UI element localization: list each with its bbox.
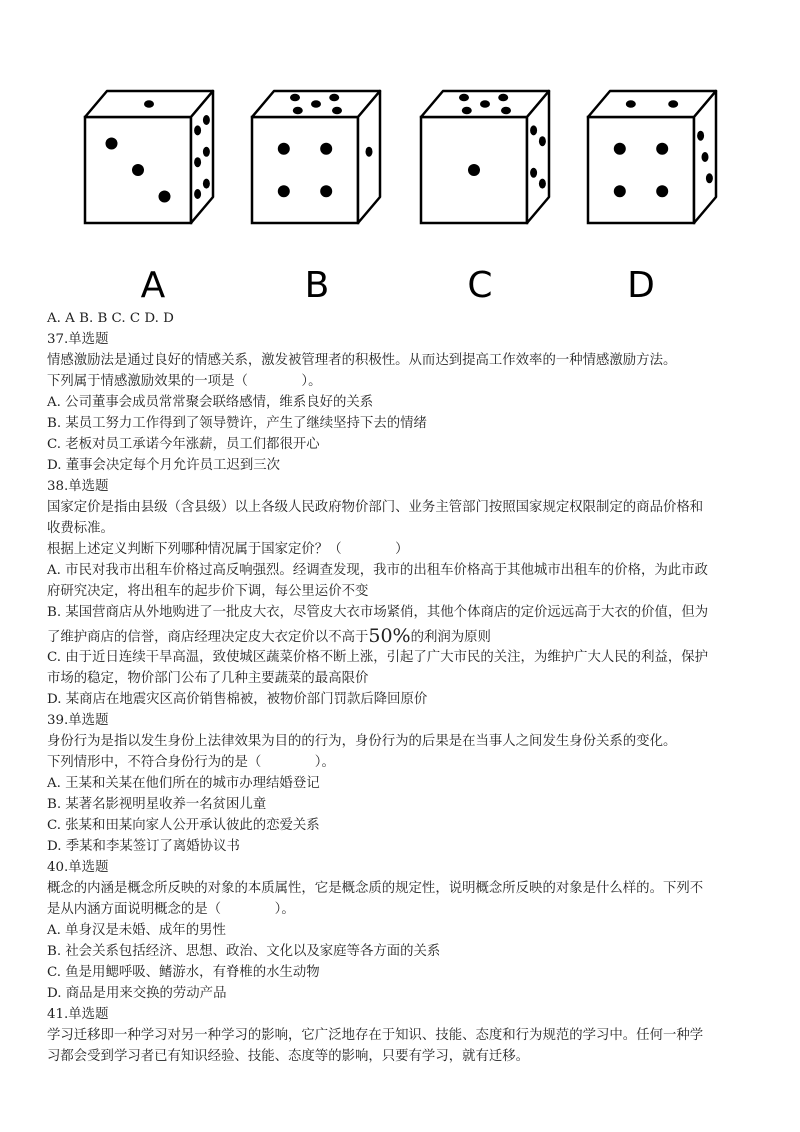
q40-option-a: A. 单身汉是未婚、成年的男性 [47, 923, 226, 938]
dice-option-label: A [140, 265, 166, 306]
q40-stem-line1: 概念的内涵是概念所反映的对象的本质属性，它是概念质的规定性，说明概念所反映的对象是什么样的。下列不 [47, 881, 704, 896]
front-pip [106, 138, 118, 150]
dice-option-label: D [627, 265, 655, 306]
q38-option-a-line2: 府研究决定，将出租车的起步价下调，每公里运价不变 [47, 584, 369, 599]
q39-stem: 身份行为是指以发生身份上法律效果为目的的行为，身份行为的后果是在当事人之间发生身份关系的变化。 [47, 734, 677, 749]
q37-header: 37.单选题 [47, 332, 109, 347]
q38-stem-line2: 收费标准。 [47, 521, 114, 536]
q38-option-c-line2: 市场的稳定，物价部门公布了几种主要蔬菜的最高限价 [47, 671, 369, 686]
q38-option-d: D. 某商店在地震灾区高价销售棉被，被物价部门罚款后降回原价 [47, 692, 428, 707]
percent-value: 50% [368, 625, 411, 647]
q39-header: 39.单选题 [47, 713, 109, 728]
q38-option-b-text: 了维护商店的信誉，商店经理决定皮大衣定价以不高于 [47, 630, 369, 645]
front-pip [320, 143, 332, 155]
q40-stem-line2: 是从内涵方面说明概念的是（ ）。 [47, 902, 295, 917]
side-pip [194, 125, 201, 135]
front-pip [656, 143, 668, 155]
side-pip [366, 147, 373, 157]
front-pip [132, 164, 144, 176]
q38-stem-line1: 国家定价是指由县级（含县级）以上各级人民政府物价部门、业务主管部门按照国家规定权限制定的商品价格和 [47, 500, 704, 515]
top-pip [668, 100, 678, 108]
q39-option-c: C. 张某和田某向家人公开承认彼此的恋爱关系 [47, 818, 320, 833]
side-pip [203, 115, 210, 125]
side-pip [203, 179, 210, 189]
question-text [47, 308, 757, 1067]
front-pip [278, 143, 290, 155]
top-pip [501, 107, 511, 115]
q38-option-a-line1: A. 市民对我市出租车价格过高反响强烈。经调查发现，我市的出租车价格高于其他城市出租车的价格，为此市政 [47, 563, 708, 578]
top-pip [311, 100, 321, 108]
q38-option-b-tail: 的利润为原则 [410, 630, 491, 645]
q38-option-b-line1: B. 某国营商店从外地购进了一批皮大衣，尽管皮大衣市场紧俏，其他个体商店的定价远远高于大衣的价值，但为 [47, 605, 709, 620]
side-pip [706, 173, 713, 183]
front-pip [656, 185, 668, 197]
front-pip [614, 185, 626, 197]
q39-prompt: 下列情形中，不符合身份行为的是（ ）。 [47, 755, 335, 770]
side-pip [203, 147, 210, 157]
side-pip [539, 179, 546, 189]
q39-option-d: D. 季某和李某签订了离婚协议书 [47, 839, 240, 854]
die-b [252, 91, 380, 223]
q37-option-a: A. 公司董事会成员常常聚会联络感情，维系良好的关系 [47, 395, 374, 410]
q40-option-d: D. 商品是用来交换的劳动产品 [47, 986, 227, 1001]
top-pip [293, 107, 303, 115]
top-pip [332, 107, 342, 115]
side-pip [697, 131, 704, 141]
q39-option-b: B. 某著名影视明星收养一名贫困儿童 [47, 797, 267, 812]
side-pip [530, 168, 537, 178]
q39-option-a: A. 王某和关某在他们所在的城市办理结婚登记 [47, 776, 320, 791]
dice-option-label: C [467, 265, 493, 306]
side-pip [194, 157, 201, 167]
front-pip [159, 191, 171, 203]
q37-option-c: C. 老板对员工承诺今年涨薪，员工们都很开心 [47, 437, 320, 452]
front-face [588, 117, 694, 223]
q38-header: 38.单选题 [47, 479, 109, 494]
q37-stem: 情感激励法是通过良好的情感关系，激发被管理者的积极性。从而达到提高工作效率的一种情感激励方法。 [47, 353, 677, 368]
side-pip [539, 136, 546, 146]
top-pip [329, 94, 339, 102]
q41-stem-line1: 学习迁移即一种学习对另一种学习的影响，它广泛地存在于知识、技能、态度和行为规范的学习中。任何一种学 [47, 1028, 704, 1043]
q38-prompt: 根据上述定义判断下列哪种情况属于国家定价？（ ） [47, 542, 409, 557]
dice-illustration [0, 0, 800, 310]
q38-option-c-line1: C. 由于近日连续干旱高温，致使城区蔬菜价格不断上涨，引起了广大市民的关注，为维护广大人民的利益，保护 [47, 650, 709, 665]
front-face [252, 117, 358, 223]
top-pip [462, 107, 472, 115]
front-pip [468, 164, 480, 176]
side-pip [530, 125, 537, 135]
q40-option-b: B. 社会关系包括经济、思想、政治、文化以及家庭等各方面的关系 [47, 944, 441, 959]
top-pip [626, 100, 636, 108]
q37-option-b: B. 某员工努力工作得到了领导赞许，产生了继续坚持下去的情绪 [47, 416, 427, 431]
top-pip [480, 100, 490, 108]
top-pip [144, 100, 154, 108]
top-pip [498, 94, 508, 102]
q38-option-b-line2 [47, 623, 757, 647]
dice-figure [0, 0, 800, 310]
q36-options: A. A B. B C. C D. D [47, 311, 174, 326]
front-pip [614, 143, 626, 155]
q37-prompt: 下列属于情感激励效果的一项是（ ）。 [47, 374, 322, 389]
q41-stem-line2: 习都会受到学习者已有知识经验、技能、态度等的影响，只要有学习，就有迁移。 [47, 1049, 530, 1064]
q40-header: 40.单选题 [47, 860, 109, 875]
front-pip [278, 185, 290, 197]
die-d [588, 91, 716, 223]
side-pip [702, 152, 709, 162]
dice-option-label: B [304, 265, 330, 306]
q37-option-d: D. 董事会决定每个月允许员工迟到三次 [47, 458, 281, 473]
die-a [85, 91, 213, 223]
die-c [421, 91, 549, 223]
top-pip [459, 94, 469, 102]
q40-option-c: C. 鱼是用鳃呼吸、鳍游水，有脊椎的水生动物 [47, 965, 320, 980]
top-pip [290, 94, 300, 102]
side-pip [194, 189, 201, 199]
q41-header: 41.单选题 [47, 1007, 109, 1022]
front-pip [320, 185, 332, 197]
